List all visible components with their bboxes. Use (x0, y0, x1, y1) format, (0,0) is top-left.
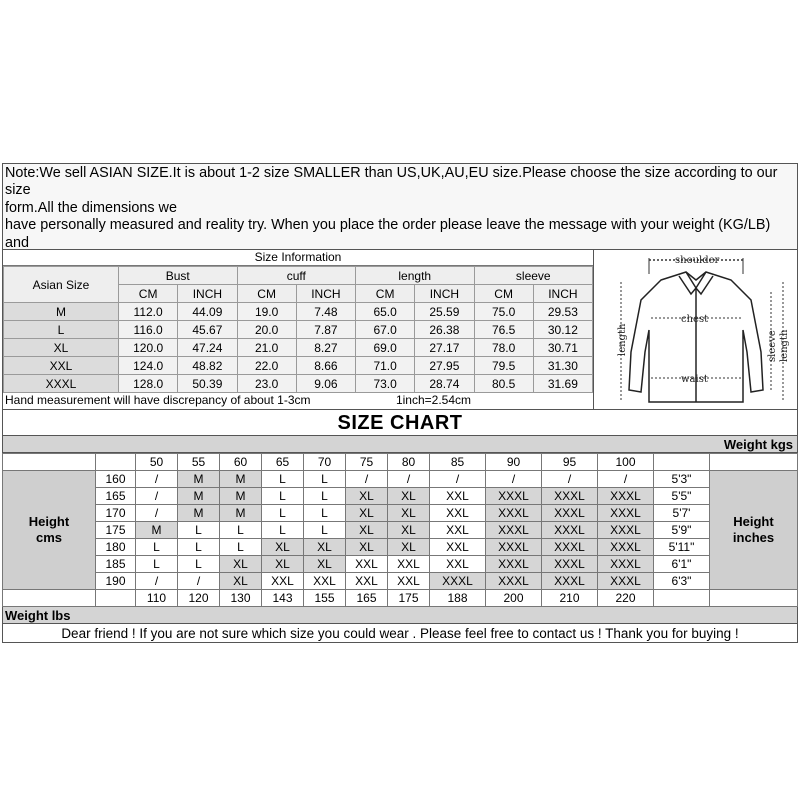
size-cell: XXXL (486, 539, 542, 556)
waist-label: waist (680, 373, 708, 385)
measurement-cell: 76.5 (474, 321, 533, 339)
size-cell: L (136, 539, 178, 556)
measurement-cell: 71.0 (356, 357, 415, 375)
size-cell: XXXL (542, 539, 598, 556)
empty-cell (710, 590, 798, 607)
size-cell: XL (220, 573, 262, 590)
weight-kg-row (3, 454, 798, 471)
length-label-right: length (778, 329, 790, 362)
measurement-cell: 21.0 (237, 339, 296, 357)
size-cell: L (136, 556, 178, 573)
weight-lbs-label: Weight lbs (2, 607, 798, 624)
size-cell: / (178, 573, 220, 590)
size-information-title: Size Information (3, 250, 593, 266)
size-cell: XL (346, 522, 388, 539)
size-cell: XXL (388, 573, 430, 590)
size-cell: XL (388, 522, 430, 539)
size-cell: XXXL (598, 488, 654, 505)
asian-size-cell: XXL (4, 357, 119, 375)
size-cell: XL (346, 505, 388, 522)
measurement-cell: 120.0 (119, 339, 178, 357)
weight-kg-cell: 65 (262, 454, 304, 471)
measurement-cell: 47.24 (178, 339, 237, 357)
size-cell: L (262, 488, 304, 505)
size-chart-row (3, 522, 798, 539)
weight-lbs-cell: 165 (346, 590, 388, 607)
size-cell: / (136, 505, 178, 522)
weight-lbs-cell: 130 (220, 590, 262, 607)
empty-cell (654, 454, 710, 471)
size-chart-row (3, 471, 798, 488)
contact-footer: Dear friend ! If you are not sure which size you could wear . Please feel free to contact us ! Thank you for buying ! (2, 624, 798, 643)
height-inches-line1: Height (733, 514, 774, 529)
measure-group-header: Bust (119, 267, 238, 285)
size-cell: M (178, 488, 220, 505)
asian-size-header: Asian Size (4, 267, 119, 303)
size-cell: M (220, 505, 262, 522)
size-cell: XL (262, 539, 304, 556)
empty-cell (3, 590, 96, 607)
unit-header: INCH (533, 285, 592, 303)
size-cell: XXXL (486, 556, 542, 573)
measurement-cell: 26.38 (415, 321, 474, 339)
weight-kg-cell: 70 (304, 454, 346, 471)
size-cell: L (262, 522, 304, 539)
height-inch-cell: 5'3" (654, 471, 710, 488)
measurement-cell: 67.0 (356, 321, 415, 339)
height-inch-cell: 5'11" (654, 539, 710, 556)
height-cm-cell: 160 (96, 471, 136, 488)
measurement-cell: 44.09 (178, 303, 237, 321)
size-cell: / (542, 471, 598, 488)
measurement-cell: 29.53 (533, 303, 592, 321)
size-info-row (4, 321, 593, 339)
shirt-diagram (594, 250, 797, 409)
measurement-cell: 25.59 (415, 303, 474, 321)
empty-cell (710, 454, 798, 471)
measure-group-header: length (356, 267, 475, 285)
size-cell: XL (388, 539, 430, 556)
size-cell: XL (346, 539, 388, 556)
weight-kg-cell: 75 (346, 454, 388, 471)
height-cm-cell: 180 (96, 539, 136, 556)
size-guide (2, 163, 798, 643)
weight-lbs-cell: 110 (136, 590, 178, 607)
size-cell: XXXL (598, 522, 654, 539)
size-cell: XXL (430, 539, 486, 556)
measure-group-header: cuff (237, 267, 356, 285)
size-info-row (4, 357, 593, 375)
empty-cell (654, 590, 710, 607)
empty-cell (96, 454, 136, 471)
size-chart-title: SIZE CHART (2, 410, 798, 436)
shirt-measurement-icon (601, 252, 791, 408)
weight-lbs-cell: 210 (542, 590, 598, 607)
measurement-cell: 31.30 (533, 357, 592, 375)
height-cms-label (3, 471, 96, 590)
weight-lbs-cell: 155 (304, 590, 346, 607)
measurement-cell: 116.0 (119, 321, 178, 339)
size-cell: XXL (388, 556, 430, 573)
size-cell: XXL (430, 505, 486, 522)
height-cm-cell: 170 (96, 505, 136, 522)
sleeve-label: sleeve (766, 329, 778, 362)
size-cell: XXXL (486, 573, 542, 590)
weight-lbs-cell: 120 (178, 590, 220, 607)
unit-header: INCH (178, 285, 237, 303)
measurement-cell: 80.5 (474, 375, 533, 393)
size-cell: XL (220, 556, 262, 573)
weight-kg-cell: 100 (598, 454, 654, 471)
measurement-cell: 28.74 (415, 375, 474, 393)
measurement-cell: 7.48 (296, 303, 355, 321)
size-cell: M (136, 522, 178, 539)
weight-lbs-cell: 175 (388, 590, 430, 607)
size-cell: XXXL (598, 573, 654, 590)
size-cell: L (178, 556, 220, 573)
size-cell: L (304, 488, 346, 505)
measurement-cell: 30.71 (533, 339, 592, 357)
height-cm-cell: 175 (96, 522, 136, 539)
height-inch-cell: 5'9" (654, 522, 710, 539)
measurement-cell: 128.0 (119, 375, 178, 393)
measurement-disclaimer: Hand measurement will have discrepancy of about 1-3cm (5, 393, 311, 407)
measurement-cell: 8.27 (296, 339, 355, 357)
empty-cell (3, 454, 96, 471)
size-cell: XXL (262, 573, 304, 590)
size-info-row (4, 339, 593, 357)
size-cell: L (220, 522, 262, 539)
size-cell: L (304, 505, 346, 522)
height-cm-cell: 185 (96, 556, 136, 573)
measurement-cell: 27.95 (415, 357, 474, 375)
size-chart-table (2, 453, 798, 607)
measurement-cell: 112.0 (119, 303, 178, 321)
weight-kg-cell: 90 (486, 454, 542, 471)
measurement-cell: 7.87 (296, 321, 355, 339)
height-cms-line2: cms (35, 530, 63, 545)
size-cell: XL (388, 505, 430, 522)
measurement-cell: 30.12 (533, 321, 592, 339)
size-info-header-row (4, 267, 593, 285)
length-label-left: length (616, 323, 628, 356)
measurement-cell: 45.67 (178, 321, 237, 339)
size-cell: L (304, 471, 346, 488)
size-cell: XL (346, 488, 388, 505)
weight-kg-cell: 50 (136, 454, 178, 471)
size-cell: L (178, 539, 220, 556)
unit-header: INCH (296, 285, 355, 303)
measurement-cell: 69.0 (356, 339, 415, 357)
measurement-cell: 48.82 (178, 357, 237, 375)
note-line: have personally measured and reality try. When you place the order please leave the message with your weight (KG/LB) and (5, 217, 771, 250)
asian-size-cell: XXXL (4, 375, 119, 393)
measurement-cell: 31.69 (533, 375, 592, 393)
size-cell: M (220, 488, 262, 505)
size-information-section (2, 250, 798, 410)
measurement-cell: 78.0 (474, 339, 533, 357)
measurement-cell: 22.0 (237, 357, 296, 375)
height-inch-cell: 5'7' (654, 505, 710, 522)
measurement-cell: 65.0 (356, 303, 415, 321)
size-cell: XXXL (598, 539, 654, 556)
measurement-cell: 73.0 (356, 375, 415, 393)
size-cell: M (178, 505, 220, 522)
size-chart-row (3, 505, 798, 522)
size-cell: L (178, 522, 220, 539)
size-chart-row (3, 488, 798, 505)
unit-header: CM (119, 285, 178, 303)
weight-kgs-label: Weight kgs (2, 436, 798, 453)
size-cell: XXXL (486, 505, 542, 522)
size-cell: XL (388, 488, 430, 505)
size-cell: / (486, 471, 542, 488)
note-line: form.All the dimensions we (5, 199, 177, 216)
size-cell: / (346, 471, 388, 488)
size-chart-row (3, 573, 798, 590)
measurement-cell: 9.06 (296, 375, 355, 393)
size-cell: / (430, 471, 486, 488)
shoulder-label: shoulder (674, 254, 719, 266)
weight-lbs-row (3, 590, 798, 607)
height-inch-cell: 5'5" (654, 488, 710, 505)
size-info-row (4, 375, 593, 393)
unit-header: CM (237, 285, 296, 303)
size-cell: M (178, 471, 220, 488)
unit-header: CM (474, 285, 533, 303)
size-cell: XXXL (486, 522, 542, 539)
weight-kg-cell: 60 (220, 454, 262, 471)
inch-conversion: 1inch=2.54cm (395, 393, 471, 407)
height-inch-cell: 6'3" (654, 573, 710, 590)
asian-size-cell: L (4, 321, 119, 339)
size-information-table-area (3, 250, 594, 409)
size-cell: XXL (346, 556, 388, 573)
weight-lbs-cell: 143 (262, 590, 304, 607)
chest-label: chest (680, 313, 708, 325)
size-information-table (3, 266, 593, 393)
empty-cell (96, 590, 136, 607)
size-note (2, 163, 798, 250)
size-cell: XXL (304, 573, 346, 590)
size-cell: L (262, 505, 304, 522)
size-cell: XL (304, 556, 346, 573)
measure-group-header: sleeve (474, 267, 593, 285)
height-cms-line1: Height (28, 514, 70, 529)
size-cell: L (220, 539, 262, 556)
size-cell: XXL (430, 556, 486, 573)
weight-kg-cell: 95 (542, 454, 598, 471)
size-cell: XXXL (430, 573, 486, 590)
size-cell: / (136, 471, 178, 488)
measurement-cell: 23.0 (237, 375, 296, 393)
size-cell: XXL (430, 522, 486, 539)
size-cell: L (262, 471, 304, 488)
weight-kg-cell: 85 (430, 454, 486, 471)
asian-size-cell: XL (4, 339, 119, 357)
size-information-footer (3, 393, 593, 408)
height-cm-cell: 190 (96, 573, 136, 590)
size-cell: XL (304, 539, 346, 556)
size-cell: XXXL (542, 488, 598, 505)
height-cm-cell: 165 (96, 488, 136, 505)
size-cell: / (136, 573, 178, 590)
size-chart-row (3, 539, 798, 556)
note-line: Note:We sell ASIAN SIZE.It is about 1-2 size SMALLER than US,UK,AU,EU size.Please choose the size according to our size (5, 165, 778, 199)
weight-lbs-cell: 188 (430, 590, 486, 607)
measurement-cell: 124.0 (119, 357, 178, 375)
height-inches-line2: inches (732, 530, 775, 545)
size-cell: XXXL (542, 522, 598, 539)
size-cell: L (304, 522, 346, 539)
size-cell: XXL (430, 488, 486, 505)
weight-kg-cell: 55 (178, 454, 220, 471)
measurement-cell: 27.17 (415, 339, 474, 357)
asian-size-cell: M (4, 303, 119, 321)
size-chart-row (3, 556, 798, 573)
weight-lbs-cell: 200 (486, 590, 542, 607)
size-cell: XXXL (598, 556, 654, 573)
measurement-cell: 20.0 (237, 321, 296, 339)
unit-header: INCH (415, 285, 474, 303)
height-inch-cell: 6'1" (654, 556, 710, 573)
unit-header: CM (356, 285, 415, 303)
size-cell: XXXL (542, 573, 598, 590)
size-cell: XXXL (598, 505, 654, 522)
size-cell: XL (262, 556, 304, 573)
size-cell: XXXL (486, 488, 542, 505)
measurement-cell: 19.0 (237, 303, 296, 321)
weight-lbs-cell: 220 (598, 590, 654, 607)
measurement-cell: 8.66 (296, 357, 355, 375)
measurement-cell: 79.5 (474, 357, 533, 375)
measurement-cell: 75.0 (474, 303, 533, 321)
size-cell: XXXL (542, 505, 598, 522)
height-inches-label (710, 471, 798, 590)
weight-kg-cell: 80 (388, 454, 430, 471)
measurement-cell: 50.39 (178, 375, 237, 393)
size-cell: / (598, 471, 654, 488)
size-cell: XXXL (542, 556, 598, 573)
size-cell: M (220, 471, 262, 488)
size-cell: XXL (346, 573, 388, 590)
size-info-row (4, 303, 593, 321)
size-cell: / (388, 471, 430, 488)
size-cell: / (136, 488, 178, 505)
